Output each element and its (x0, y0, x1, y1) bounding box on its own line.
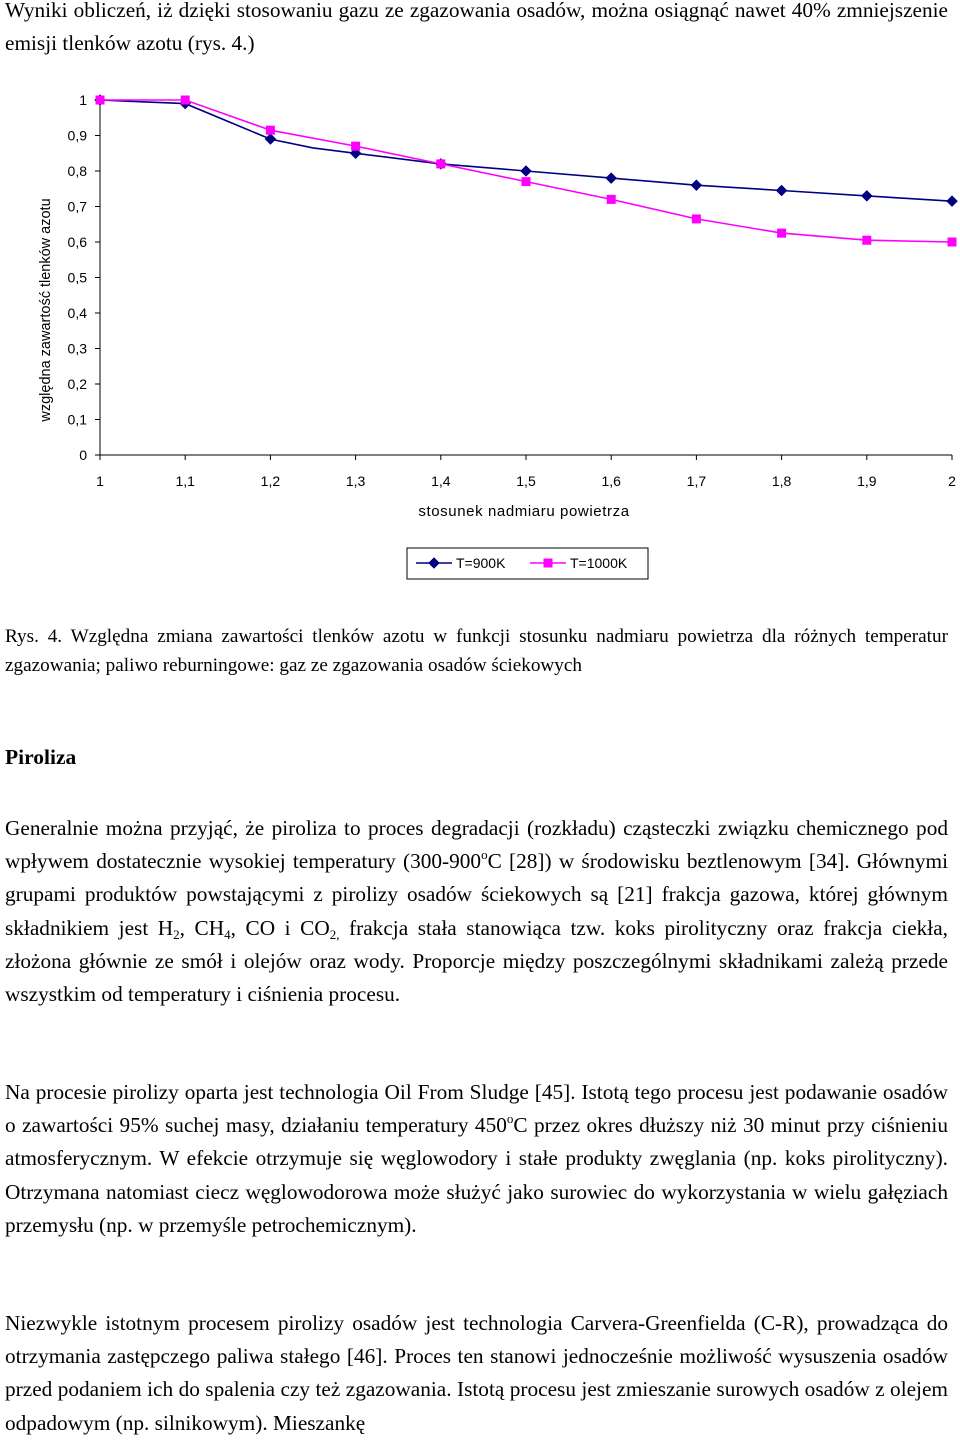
legend-label: T=1000K (570, 555, 628, 571)
series-T900K (95, 95, 958, 207)
x-tick-label: 1,4 (431, 473, 451, 489)
text-run: C [28]) w środowisku beztlenowym [34]. Głównymi grupami produktów powstającymi z pirolizy osadów ściekowych są [21] frakcja gazowa, której głównym składnikiem jest H (5, 849, 948, 940)
data-point (861, 190, 872, 201)
data-point (948, 238, 957, 247)
x-tick-label: 1,9 (857, 473, 877, 489)
x-axis-label: stosunek nadmiaru powietrza (418, 503, 630, 520)
data-point (521, 166, 532, 177)
nox-chart-svg (0, 82, 960, 582)
y-tick-label: 0,3 (67, 340, 87, 357)
x-tick-label: 1,8 (771, 473, 792, 489)
paragraph-oil-from-sludge (5, 1076, 948, 1242)
x-tick-label: 1,1 (175, 473, 195, 489)
data-point (265, 134, 276, 145)
section-heading: Piroliza (5, 745, 77, 769)
data-point (777, 229, 786, 238)
paragraph-piroliza-definition (5, 812, 948, 1011)
y-tick-label: 0,4 (67, 305, 87, 321)
data-point (607, 195, 616, 204)
text-run: , CO i CO (230, 915, 330, 940)
x-tick-label: 1,3 (345, 473, 366, 489)
legend-label: T=900K (456, 555, 506, 571)
text-run: C przez okres dłuższy niż 30 minut przy ciśnieniu atmosferycznym. W efekcie otrzymuje się węglowodory i stałe produkty zwęglania (np. koks pirolityczny). Otrzymana natomiast ciecz węglowodorowa może służyć jako surowiec do wykorzystania w wielu gałęziach przemysłu (np. w przemyśle petrochemicznym). (5, 1113, 948, 1237)
nox-chart (0, 82, 960, 582)
x-tick-label: 1,2 (260, 473, 281, 489)
y-axis-label: względna zawartość tlenków azotu (38, 198, 54, 422)
data-point (522, 177, 531, 186)
data-point (436, 159, 445, 168)
data-point (351, 142, 360, 151)
subscript: 4 (224, 926, 231, 942)
superscript: o (506, 1111, 514, 1127)
text-run: , CH (179, 915, 225, 940)
text-run: Na procesie pirolizy oparta jest technologia Oil From Sludge [45]. Istotą tego procesu jest podawanie osadów o zawartości 95% suchej masy, działaniu temperatury 450 (5, 1080, 948, 1138)
intro-paragraph: Wyniki obliczeń, iż dzięki stosowaniu gazu ze zgazowania osadów, można osiągnąć nawet 40% zmniejszenie emisji tlenków azotu (rys. 4.) (5, 0, 948, 56)
subscript: 2 (173, 926, 180, 942)
figure-caption: Rys. 4. Względna zmiana zawartości tlenków azotu w funkcji stosunku nadmiaru powietrza dla różnych temperatur zgazowania; paliwo reburningowe: gaz ze zgazowania osadów ściekowych (5, 626, 948, 676)
data-point (606, 173, 617, 184)
y-tick-label: 0,9 (67, 127, 87, 144)
y-tick-label: 0 (79, 447, 87, 463)
x-tick-label: 2 (948, 473, 956, 489)
y-tick-label: 0,5 (67, 269, 87, 286)
legend-marker (544, 559, 553, 568)
x-axis (96, 455, 956, 489)
subscript: 2, (329, 926, 340, 942)
superscript: o (481, 847, 488, 863)
text-run: Generalnie można przyjąć, że piroliza to proces degradacji (rozkładu) cząsteczki związku chemicznego pod wpływem dostatecznie wysokiej temperatury (300-900 (5, 816, 948, 874)
y-tick-label: 0,6 (67, 234, 87, 250)
data-point (692, 214, 701, 223)
data-point (862, 236, 871, 245)
x-tick-label: 1 (96, 473, 104, 489)
text-run: frakcja stała stanowiąca tzw. koks pirolityczny oraz frakcja ciekła, złożona głównie ze smół i olejów oraz wody. Proporcje między poszczególnymi składnikami zależą przede wszystkim od temperatury i ciśnienia procesu. (5, 915, 948, 1007)
y-tick-label: 0,8 (67, 163, 87, 179)
data-point (266, 126, 275, 135)
chart-series (95, 95, 958, 247)
data-point (181, 96, 190, 105)
x-tick-label: 1,6 (601, 473, 621, 489)
y-tick-label: 0,2 (67, 376, 87, 392)
data-point (947, 196, 958, 207)
x-tick-label: 1,7 (686, 473, 707, 489)
y-tick-label: 0,7 (67, 198, 87, 215)
data-point (96, 96, 105, 105)
y-tick-label: 0,1 (67, 411, 87, 428)
data-point (776, 185, 787, 196)
x-tick-label: 1,5 (516, 473, 536, 489)
data-point (691, 180, 702, 191)
chart-legend (407, 548, 648, 579)
y-tick-label: 1 (79, 92, 87, 108)
y-axis (68, 92, 100, 463)
paragraph-carver-greenfield: Niezwykle istotnym procesem pirolizy osadów jest technologia Carvera-Greenfielda (C-R), prowadząca do otrzymania zastępczego paliwa stałego [46]. Proces ten stanowi jednocześnie możliwość wysuszenia osadów przed podaniem ich do spalenia czy też zgazowania. Istotą procesu jest zmieszanie surowych osadów z olejem odpadowym (np. silnikowym). Mieszankę (5, 1311, 948, 1435)
